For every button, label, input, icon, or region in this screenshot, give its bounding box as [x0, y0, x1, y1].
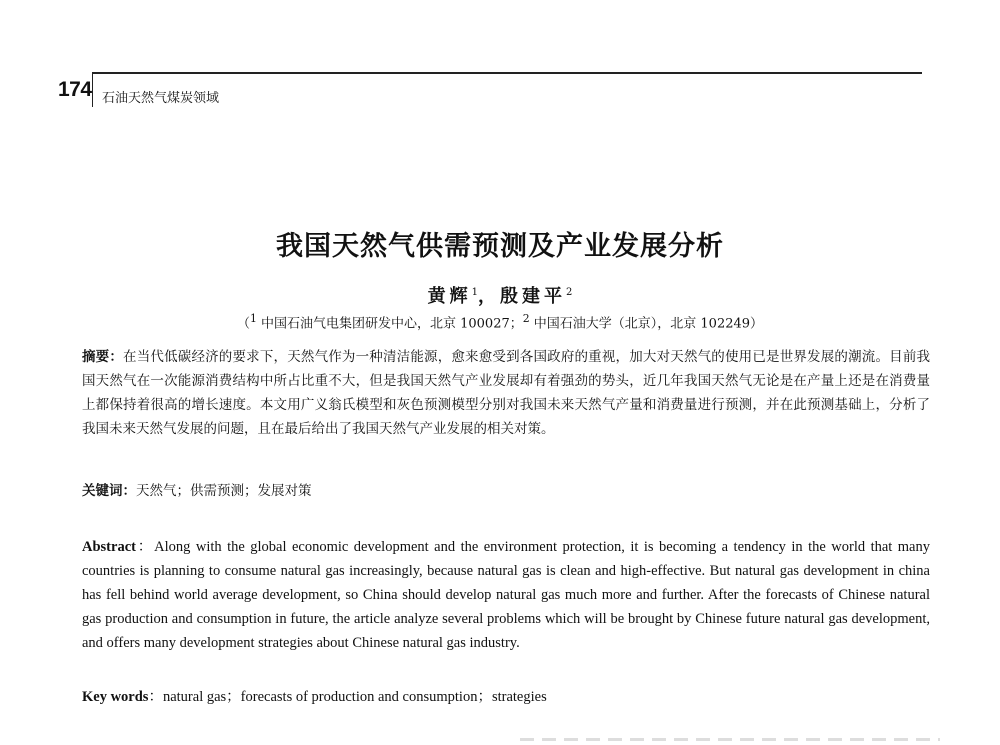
english-abstract-text: ：Along with the global economic development and the environment protection, it is becoming a tendency in the world that many countries is planning to consume natural gas increasingly, because natural gas is clean and high-effective. But natural gas development in china has fell behind world average development, so China should develop natural gas much more and further. After the forecasts of Chinese natural gas production and consumption in future, the article analyze several problems which will be brought by Chinese future natural gas development, and offers many development strategies about Chinese natural gas industry.: [82, 539, 930, 651]
chinese-abstract-label: 摘要：: [82, 349, 124, 365]
affiliation-1-mark: 1: [249, 312, 257, 325]
affiliation-1: 中国石油气电集团研发中心，北京 100027；: [256, 316, 523, 332]
affiliation-open: （: [236, 316, 250, 332]
header-rule: [92, 72, 922, 74]
affiliations: [0, 312, 1000, 331]
english-keywords-label: Key words: [82, 689, 149, 705]
author-2: 殷建平: [500, 286, 566, 307]
chinese-abstract-text: 在当代低碳经济的要求下，天然气作为一种清洁能源，愈来愈受到各国政府的重视，加大对天然气的使用已是世界发展的潮流。目前我国天然气在一次能源消费结构中所占比重不大，但是我国天然气产业发展却有着强劲的势头，近几年我国天然气无论是在产量上还是在消费量上都保持着很高的增长速度。本文用广义翁氏模型和灰色预测模型分别对我国未来天然气产量和消费量进行预测，并在此预测基础上，分析了我国未来天然气发展的问题，且在最后给出了我国天然气产业发展的相关对策。: [82, 349, 931, 437]
page-number: 174: [58, 78, 92, 101]
chinese-keywords-label: 关键词：: [82, 483, 136, 499]
affiliation-2-mark: 2: [522, 312, 530, 325]
bleed-through-artifact: [520, 738, 940, 741]
affiliation-2: 中国石油大学（北京），北京 102249）: [529, 316, 764, 332]
authors: [0, 282, 1000, 308]
english-abstract-label: Abstract: [82, 539, 136, 555]
chinese-keywords: [82, 479, 930, 503]
author-2-affiliation-mark: 2: [566, 287, 573, 298]
english-keywords-text: ：natural gas；forecasts of production and consumption；strategies: [148, 689, 547, 705]
author-1-affiliation-mark: 1: [471, 287, 478, 298]
author-separator: ，: [478, 286, 500, 307]
chinese-keywords-text: 天然气；供需预测；发展对策: [136, 483, 312, 499]
english-keywords: [82, 685, 930, 709]
chinese-abstract: [82, 345, 930, 441]
english-abstract: [82, 535, 930, 655]
article-title: 我国天然气供需预测及产业发展分析: [276, 231, 724, 262]
journal-name: 石油天然气煤炭领域: [102, 91, 220, 106]
header-divider: [92, 73, 93, 107]
author-1: 黄辉: [427, 286, 472, 307]
